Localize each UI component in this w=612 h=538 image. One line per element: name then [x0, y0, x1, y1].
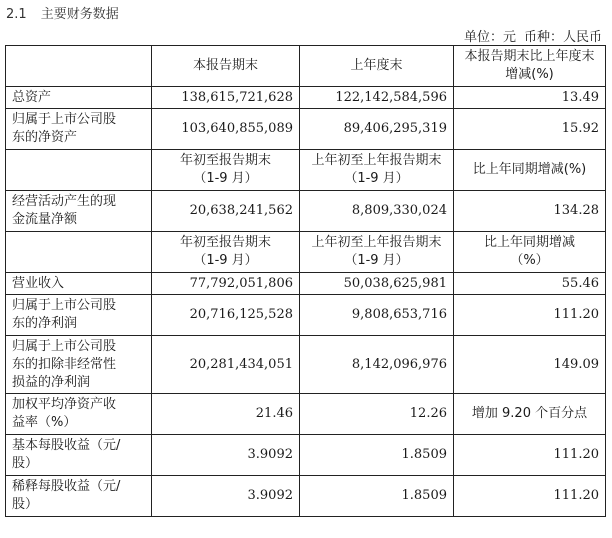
row-value-current: 138,615,721,628	[152, 87, 300, 109]
table-row	[6, 273, 606, 295]
row-value-current: 20,281,434,051	[152, 336, 300, 394]
row-label	[6, 295, 152, 336]
header-line: 上年初至上年报告期末	[311, 235, 442, 250]
table-row	[6, 109, 606, 150]
row-value-change: 134.28	[454, 191, 606, 232]
row-label-line: 加权平均净资产收	[12, 397, 117, 412]
header-change-line2: 增减(%)	[505, 67, 554, 82]
row-label	[6, 109, 152, 150]
row-value-prior: 1.8509	[300, 476, 454, 517]
row-label-line: 股）	[12, 456, 39, 471]
row-value-current: 3.9092	[152, 476, 300, 517]
row-label	[6, 191, 152, 232]
header-prior-year-end: 上年度末	[300, 46, 454, 87]
row-label-line: 损益的净利润	[12, 374, 91, 390]
header-ytd	[152, 232, 300, 273]
header-line: 年初至报告期末	[179, 235, 271, 250]
row-value-current: 103,640,855,089	[152, 109, 300, 150]
row-label	[6, 476, 152, 517]
row-label-line: 经营活动产生的现	[12, 194, 117, 209]
header-empty-cell	[6, 150, 152, 191]
row-value-prior: 12.26	[300, 394, 454, 435]
row-value-prior: 8,809,330,024	[300, 191, 454, 232]
row-value-current: 21.46	[152, 394, 300, 435]
table-row	[6, 394, 606, 435]
header-yoy-change: 比上年同期增减(%)	[454, 150, 606, 191]
table-header-row	[6, 46, 606, 87]
section-title	[6, 3, 119, 22]
header-line: 年初至报告期末	[179, 153, 271, 168]
row-label-line: 益率（%）	[12, 415, 77, 430]
financial-data-table	[5, 45, 606, 517]
table-row	[6, 476, 606, 517]
header-empty-cell	[6, 46, 152, 87]
row-value-change: 增加 9.20 个百分点	[454, 394, 606, 435]
row-label-line: 归属于上市公司股	[12, 112, 117, 127]
table-header-row	[6, 150, 606, 191]
header-line: 比上年同期增减	[483, 235, 575, 250]
header-line: （1-9 月）	[344, 253, 409, 268]
currency-label: 币种：人民币	[523, 30, 602, 45]
row-label-line: 稀释每股收益（元/	[12, 479, 121, 494]
header-change-pct	[454, 46, 606, 87]
row-value-change: 13.49	[454, 87, 606, 109]
row-value-prior: 122,142,584,596	[300, 87, 454, 109]
row-value-change: 149.09	[454, 336, 606, 394]
table-row	[6, 295, 606, 336]
header-line: （%）	[510, 253, 549, 268]
row-value-current: 3.9092	[152, 435, 300, 476]
header-prior-ytd	[300, 232, 454, 273]
row-label-line: 东的扣除非经常性	[12, 356, 117, 372]
row-label-line: 东的净利润	[12, 316, 78, 331]
header-yoy-change	[454, 232, 606, 273]
table-row	[6, 336, 606, 394]
row-value-prior: 1.8509	[300, 435, 454, 476]
section-number: 2.1	[6, 7, 27, 22]
row-label: 营业收入	[6, 273, 152, 295]
row-label	[6, 435, 152, 476]
row-value-prior: 89,406,295,319	[300, 109, 454, 150]
row-label-line: 股）	[12, 497, 39, 512]
row-label-line: 金流量净额	[12, 212, 78, 227]
row-value-change: 111.20	[454, 476, 606, 517]
header-period-end: 本报告期末	[152, 46, 300, 87]
row-label-line: 基本每股收益（元/	[12, 438, 121, 453]
row-value-current: 77,792,051,806	[152, 273, 300, 295]
row-value-current: 20,716,125,528	[152, 295, 300, 336]
row-value-change: 111.20	[454, 435, 606, 476]
header-empty-cell	[6, 232, 152, 273]
row-value-change: 111.20	[454, 295, 606, 336]
header-ytd	[152, 150, 300, 191]
header-change-line1: 本报告期末比上年度末	[464, 49, 595, 64]
row-value-change: 55.46	[454, 273, 606, 295]
row-label-line: 归属于上市公司股	[12, 298, 117, 313]
header-line: （1-9 月）	[344, 171, 409, 186]
header-line: （1-9 月）	[193, 253, 258, 268]
table-row	[6, 435, 606, 476]
row-value-prior: 8,142,096,976	[300, 336, 454, 394]
table-row	[6, 87, 606, 109]
row-value-prior: 50,038,625,981	[300, 273, 454, 295]
table-header-row	[6, 232, 606, 273]
section-title-text: 主要财务数据	[40, 7, 119, 22]
row-label: 总资产	[6, 87, 152, 109]
row-label-line: 归属于上市公司股	[12, 338, 117, 354]
row-value-current: 20,638,241,562	[152, 191, 300, 232]
row-label	[6, 336, 152, 394]
row-label-line: 东的净资产	[12, 130, 78, 145]
header-prior-ytd	[300, 150, 454, 191]
row-value-prior: 9,808,653,716	[300, 295, 454, 336]
header-line: 上年初至上年报告期末	[311, 153, 442, 168]
header-line: （1-9 月）	[193, 171, 258, 186]
row-value-change: 15.92	[454, 109, 606, 150]
unit-label: 单位：元	[463, 30, 516, 45]
unit-line	[456, 26, 602, 45]
row-label	[6, 394, 152, 435]
table-row	[6, 191, 606, 232]
